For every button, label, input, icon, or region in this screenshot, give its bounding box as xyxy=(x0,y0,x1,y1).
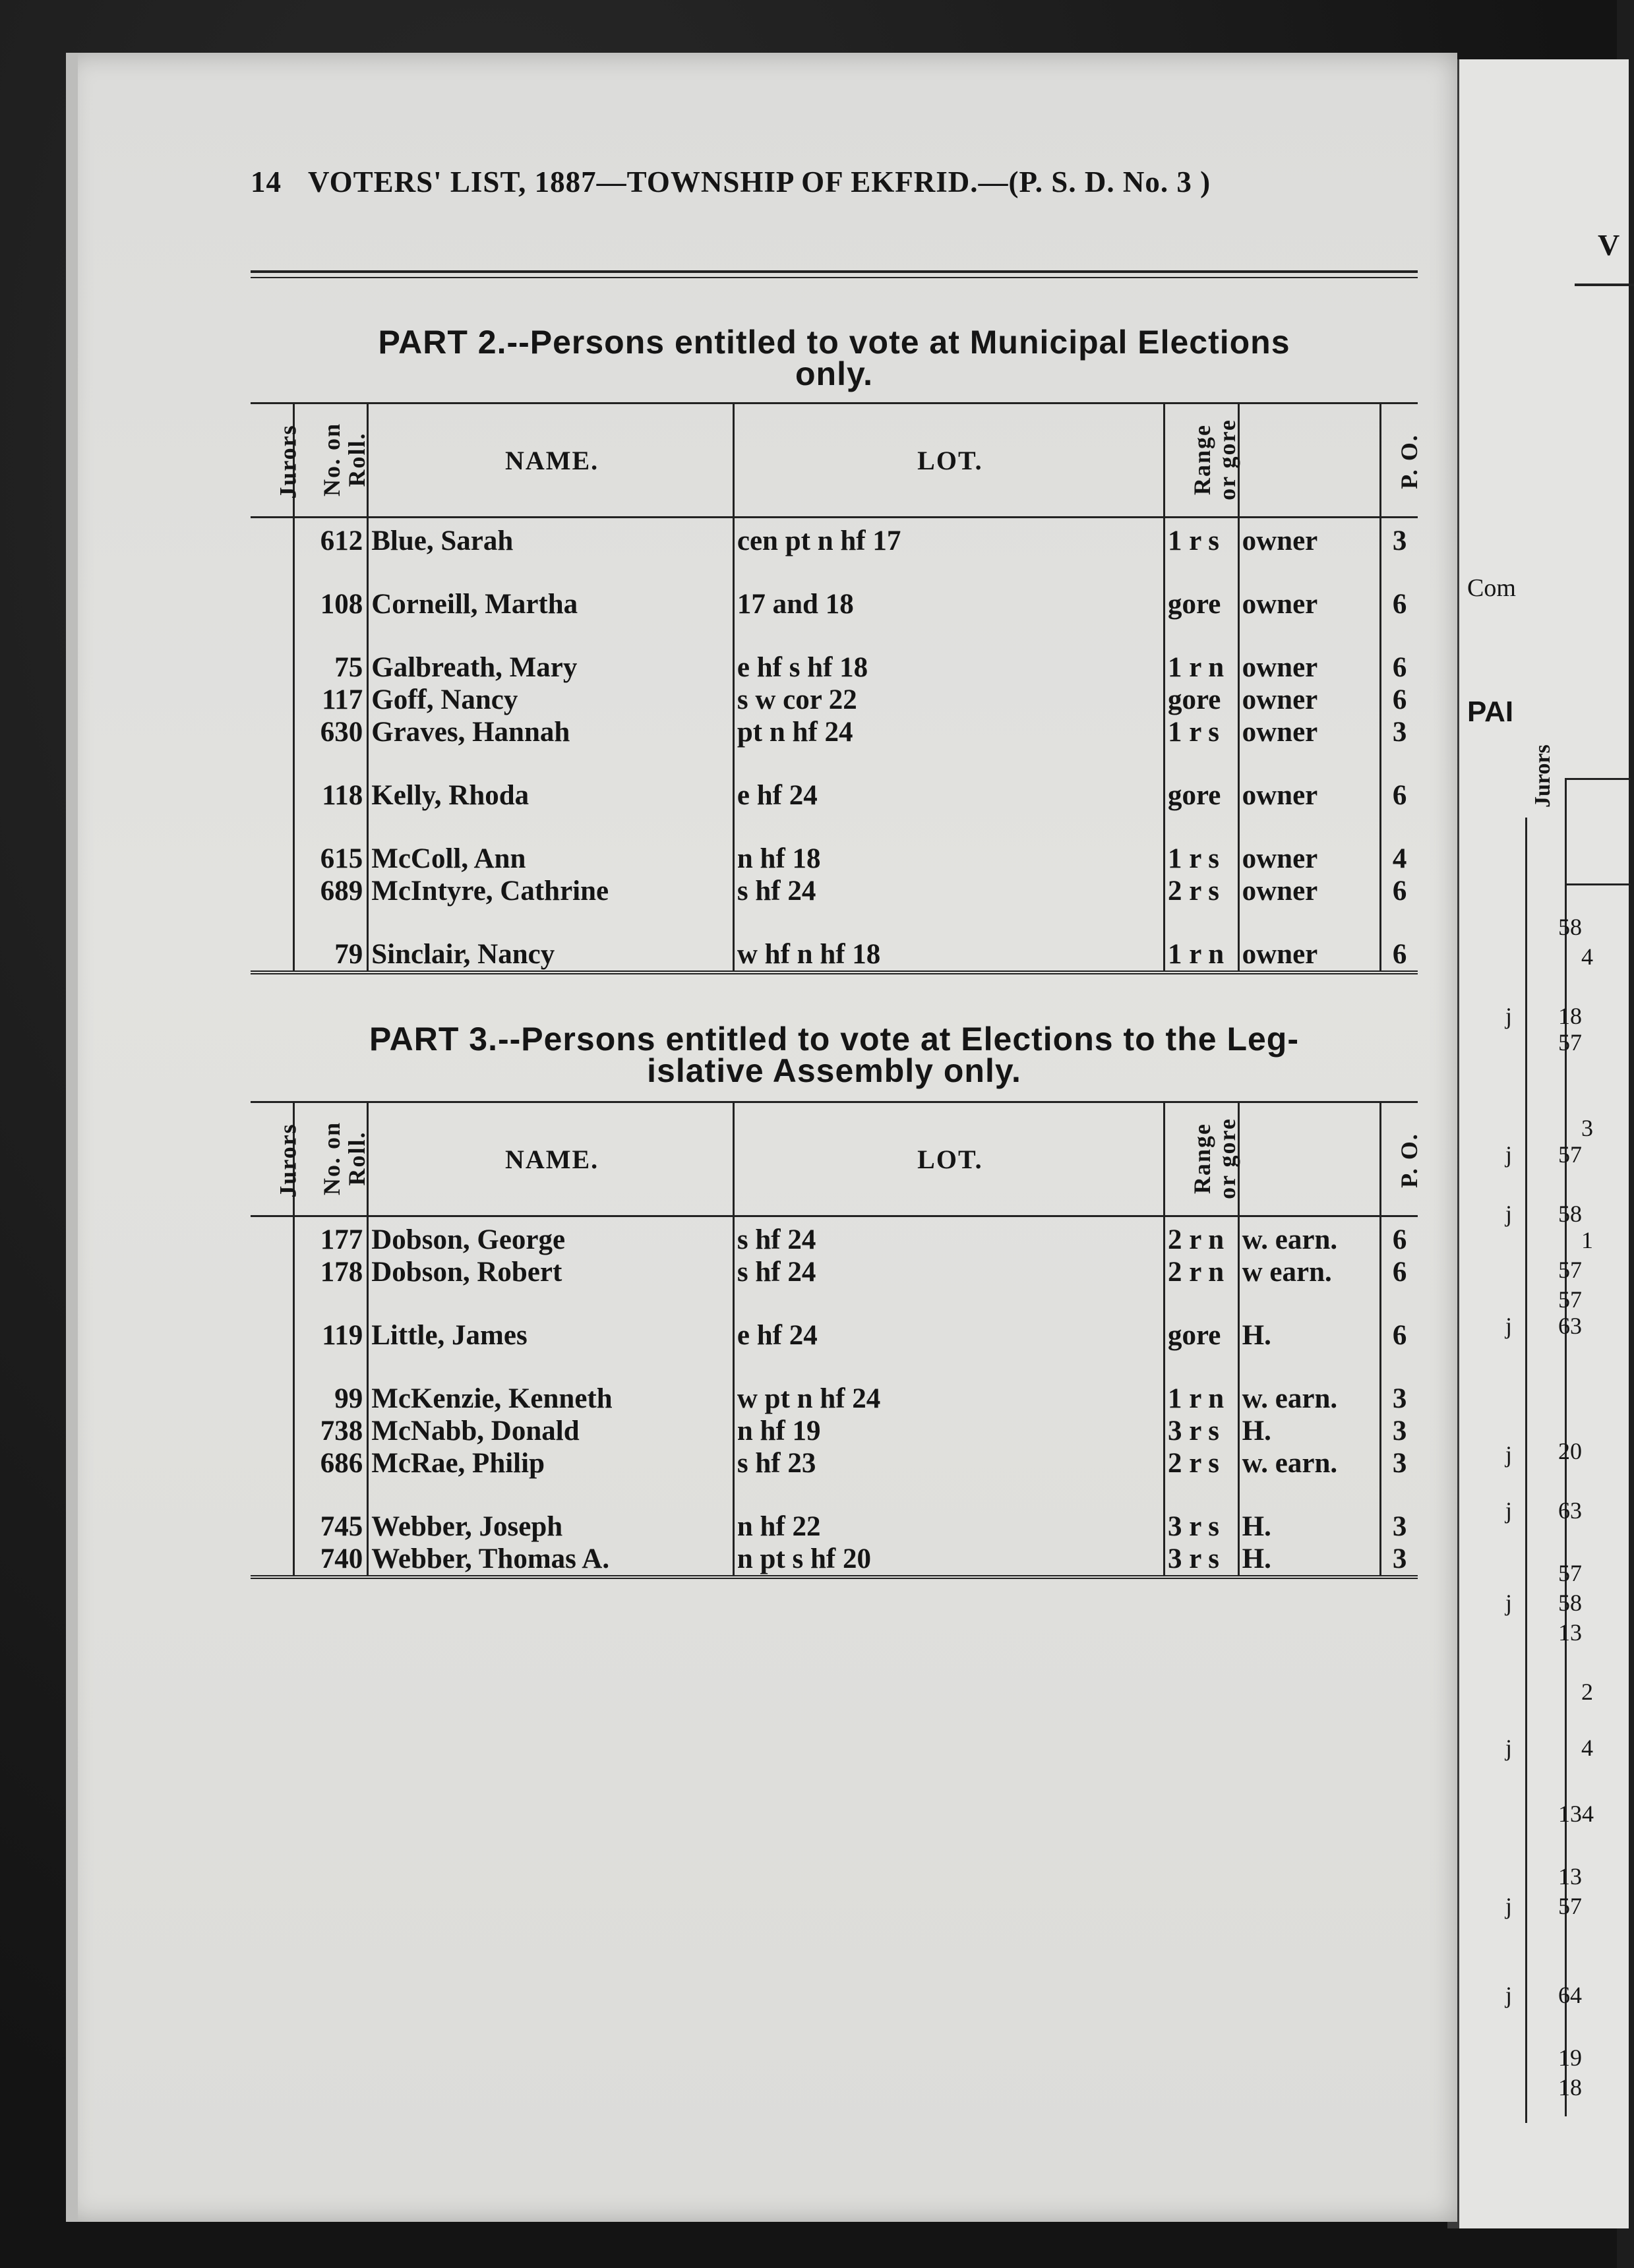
post-office: 3 xyxy=(1381,1543,1418,1577)
roll-number: 99 xyxy=(293,1383,368,1415)
col-lot: LOT. xyxy=(733,1102,1164,1216)
lot-description: s hf 24 xyxy=(733,1256,1164,1288)
facing-text-fragment: Com xyxy=(1467,574,1516,602)
range-or-gore: 1 r s xyxy=(1164,525,1238,557)
roll-number: 75 xyxy=(293,651,368,684)
roll-number: 630 xyxy=(293,716,368,748)
voter-name: Little, James xyxy=(368,1319,734,1352)
roll-number: 689 xyxy=(293,875,368,907)
range-or-gore: 1 r s xyxy=(1164,716,1238,748)
col-jurors: Jurors xyxy=(251,403,293,518)
post-office: 6 xyxy=(1381,651,1418,684)
col-type xyxy=(1238,403,1381,518)
voter-name: Corneill, Martha xyxy=(368,588,734,620)
voter-name: Dobson, Robert xyxy=(368,1256,734,1288)
table-row xyxy=(251,1224,1418,1256)
table-row xyxy=(251,843,1418,875)
roll-number: 740 xyxy=(293,1543,368,1577)
part2-table xyxy=(251,402,1422,974)
qualification: w earn. xyxy=(1242,1257,1332,1288)
range-or-gore: gore xyxy=(1164,1319,1238,1352)
juror-cell xyxy=(251,588,293,620)
lot-description: e hf 24 xyxy=(733,1319,1164,1352)
qualification: H. xyxy=(1242,1320,1271,1351)
juror-cell xyxy=(251,1415,293,1447)
col-lot: LOT. xyxy=(733,403,1164,518)
table-row xyxy=(251,1543,1418,1577)
qualification: owner xyxy=(1242,717,1318,748)
qualification: owner xyxy=(1242,652,1318,683)
juror-cell xyxy=(251,1543,293,1577)
lot-description: n hf 18 xyxy=(733,843,1164,875)
post-office: 3 xyxy=(1381,1415,1418,1447)
voter-name: McKenzie, Kenneth xyxy=(368,1383,734,1415)
voter-name: Webber, Thomas A. xyxy=(368,1543,734,1577)
table-row xyxy=(251,1383,1418,1415)
post-office: 6 xyxy=(1381,1256,1418,1288)
lot-description: e hf s hf 18 xyxy=(733,651,1164,684)
lot-description: n hf 19 xyxy=(733,1415,1164,1447)
range-or-gore: 3 r s xyxy=(1164,1510,1238,1543)
page-header xyxy=(251,165,1437,218)
part2-title: PART 2.--Persons entitled to vote at Municipal Elections only. xyxy=(378,324,1290,392)
col-po: P. O. xyxy=(1381,403,1418,518)
col-name: NAME. xyxy=(368,1102,734,1216)
post-office: 6 xyxy=(1381,1224,1418,1256)
qualification: owner xyxy=(1242,939,1318,970)
range-or-gore: 1 r n xyxy=(1164,938,1238,972)
juror-cell xyxy=(251,525,293,557)
header-rule xyxy=(251,270,1418,273)
juror-cell xyxy=(251,843,293,875)
lot-description: pt n hf 24 xyxy=(733,716,1164,748)
range-or-gore: gore xyxy=(1164,588,1238,620)
roll-number: 615 xyxy=(293,843,368,875)
facing-part-fragment: PAI xyxy=(1467,696,1514,728)
juror-cell xyxy=(251,938,293,972)
lot-description: cen pt n hf 17 xyxy=(733,525,1164,557)
voter-name: Webber, Joseph xyxy=(368,1510,734,1543)
range-or-gore: 2 r n xyxy=(1164,1224,1238,1256)
table-row xyxy=(251,1447,1418,1479)
voter-name: Blue, Sarah xyxy=(368,525,734,557)
lot-description: s w cor 22 xyxy=(733,684,1164,716)
facing-header-fragment: V xyxy=(1598,228,1620,262)
lot-description: 17 and 18 xyxy=(733,588,1164,620)
voter-name: McNabb, Donald xyxy=(368,1415,734,1447)
juror-cell xyxy=(251,875,293,907)
range-or-gore: 1 r n xyxy=(1164,651,1238,684)
table-row xyxy=(251,1319,1418,1352)
voter-name: McIntyre, Cathrine xyxy=(368,875,734,907)
spacer-row xyxy=(251,1352,1418,1383)
table-row xyxy=(251,938,1418,972)
roll-number: 118 xyxy=(293,779,368,812)
lot-description: w hf n hf 18 xyxy=(733,938,1164,972)
roll-number: 178 xyxy=(293,1256,368,1288)
table-row xyxy=(251,588,1418,620)
lot-description: w pt n hf 24 xyxy=(733,1383,1164,1415)
post-office: 6 xyxy=(1381,779,1418,812)
page-number: 14 xyxy=(251,165,282,198)
roll-number: 686 xyxy=(293,1447,368,1479)
voter-name: McColl, Ann xyxy=(368,843,734,875)
table-row xyxy=(251,525,1418,557)
range-or-gore: 1 r n xyxy=(1164,1383,1238,1415)
post-office: 3 xyxy=(1381,716,1418,748)
part3-table xyxy=(251,1101,1422,1579)
roll-number: 79 xyxy=(293,938,368,972)
col-name: NAME. xyxy=(368,403,734,518)
table-row xyxy=(251,684,1418,716)
roll-number: 119 xyxy=(293,1319,368,1352)
lot-description: n pt s hf 20 xyxy=(733,1543,1164,1577)
voter-name: Sinclair, Nancy xyxy=(368,938,734,972)
roll-number: 177 xyxy=(293,1224,368,1256)
page-edge xyxy=(66,53,78,2222)
juror-cell xyxy=(251,716,293,748)
range-or-gore: gore xyxy=(1164,684,1238,716)
juror-cell xyxy=(251,779,293,812)
facing-jurors-header: Jurors xyxy=(1530,744,1555,808)
post-office: 3 xyxy=(1381,1447,1418,1479)
col-range: Range or gore xyxy=(1164,403,1238,518)
spacer-row xyxy=(251,620,1418,651)
qualification: w. earn. xyxy=(1242,1448,1338,1479)
post-office: 3 xyxy=(1381,1383,1418,1415)
juror-cell xyxy=(251,1224,293,1256)
juror-cell xyxy=(251,1447,293,1479)
qualification: owner xyxy=(1242,876,1318,907)
juror-cell xyxy=(251,1256,293,1288)
table-header-row xyxy=(251,403,1418,518)
table-row xyxy=(251,1256,1418,1288)
lot-description: s hf 23 xyxy=(733,1447,1164,1479)
lot-description: n hf 22 xyxy=(733,1510,1164,1543)
spacer-row xyxy=(251,1479,1418,1510)
range-or-gore: 2 r s xyxy=(1164,875,1238,907)
voter-name: Dobson, George xyxy=(368,1224,734,1256)
qualification: owner xyxy=(1242,525,1318,556)
table-row xyxy=(251,1510,1418,1543)
roll-number: 738 xyxy=(293,1415,368,1447)
qualification: owner xyxy=(1242,780,1318,811)
qualification: w. earn. xyxy=(1242,1383,1338,1414)
juror-cell xyxy=(251,1510,293,1543)
facing-page-fragment: V Com PAI Jurors 58 4 j 18 57 3 j 57 j 58 1 57 57 j 63 j 20 j 63 57 j 58 13 2 j 4 134 13 j 57 j 64 19 18 xyxy=(1447,59,1629,2228)
voter-name: Graves, Hannah xyxy=(368,716,734,748)
qualification: H. xyxy=(1242,1511,1271,1542)
table-row xyxy=(251,651,1418,684)
table-header-row xyxy=(251,1102,1418,1216)
voter-name: Goff, Nancy xyxy=(368,684,734,716)
range-or-gore: 3 r s xyxy=(1164,1543,1238,1577)
lot-description: s hf 24 xyxy=(733,875,1164,907)
table-row xyxy=(251,716,1418,748)
juror-cell xyxy=(251,684,293,716)
spacer-row xyxy=(251,1288,1418,1319)
spacer-row xyxy=(251,907,1418,938)
voter-name: Kelly, Rhoda xyxy=(368,779,734,812)
qualification: owner xyxy=(1242,589,1318,620)
roll-number: 108 xyxy=(293,588,368,620)
post-office: 6 xyxy=(1381,875,1418,907)
range-or-gore: 1 r s xyxy=(1164,843,1238,875)
spacer-row xyxy=(251,557,1418,588)
qualification: owner xyxy=(1242,684,1318,715)
range-or-gore: gore xyxy=(1164,779,1238,812)
spacer-row xyxy=(251,812,1418,843)
col-range: Range or gore xyxy=(1164,1102,1238,1216)
col-type xyxy=(1238,1102,1381,1216)
col-jurors: Jurors xyxy=(251,1102,293,1216)
qualification: H. xyxy=(1242,1416,1271,1447)
roll-number: 745 xyxy=(293,1510,368,1543)
post-office: 6 xyxy=(1381,588,1418,620)
part3-title: PART 3.--Persons entitled to vote at Elections to the Leg- islative Assembly only. xyxy=(369,1021,1299,1089)
qualification: w. earn. xyxy=(1242,1224,1338,1255)
qualification: H. xyxy=(1242,1543,1271,1574)
roll-number: 117 xyxy=(293,684,368,716)
post-office: 4 xyxy=(1381,843,1418,875)
juror-cell xyxy=(251,1319,293,1352)
table-row xyxy=(251,875,1418,907)
post-office: 6 xyxy=(1381,938,1418,972)
roll-number: 612 xyxy=(293,525,368,557)
voter-name: Galbreath, Mary xyxy=(368,651,734,684)
voter-name: McRae, Philip xyxy=(368,1447,734,1479)
col-no-on-roll: No. on Roll. xyxy=(293,403,368,518)
spacer-row xyxy=(251,748,1418,779)
table-row xyxy=(251,779,1418,812)
post-office: 3 xyxy=(1381,1510,1418,1543)
qualification: owner xyxy=(1242,843,1318,874)
lot-description: s hf 24 xyxy=(733,1224,1164,1256)
range-or-gore: 3 r s xyxy=(1164,1415,1238,1447)
post-office: 6 xyxy=(1381,684,1418,716)
table-row xyxy=(251,1415,1418,1447)
lot-description: e hf 24 xyxy=(733,779,1164,812)
col-po: P. O. xyxy=(1381,1102,1418,1216)
post-office: 6 xyxy=(1381,1319,1418,1352)
page-title: VOTERS' LIST, 1887—TOWNSHIP OF EKFRID.—(P. S. D. No. 3 ) xyxy=(308,165,1211,198)
range-or-gore: 2 r n xyxy=(1164,1256,1238,1288)
range-or-gore: 2 r s xyxy=(1164,1447,1238,1479)
juror-cell xyxy=(251,651,293,684)
post-office: 3 xyxy=(1381,525,1418,557)
juror-cell xyxy=(251,1383,293,1415)
col-no-on-roll: No. on Roll. xyxy=(293,1102,368,1216)
